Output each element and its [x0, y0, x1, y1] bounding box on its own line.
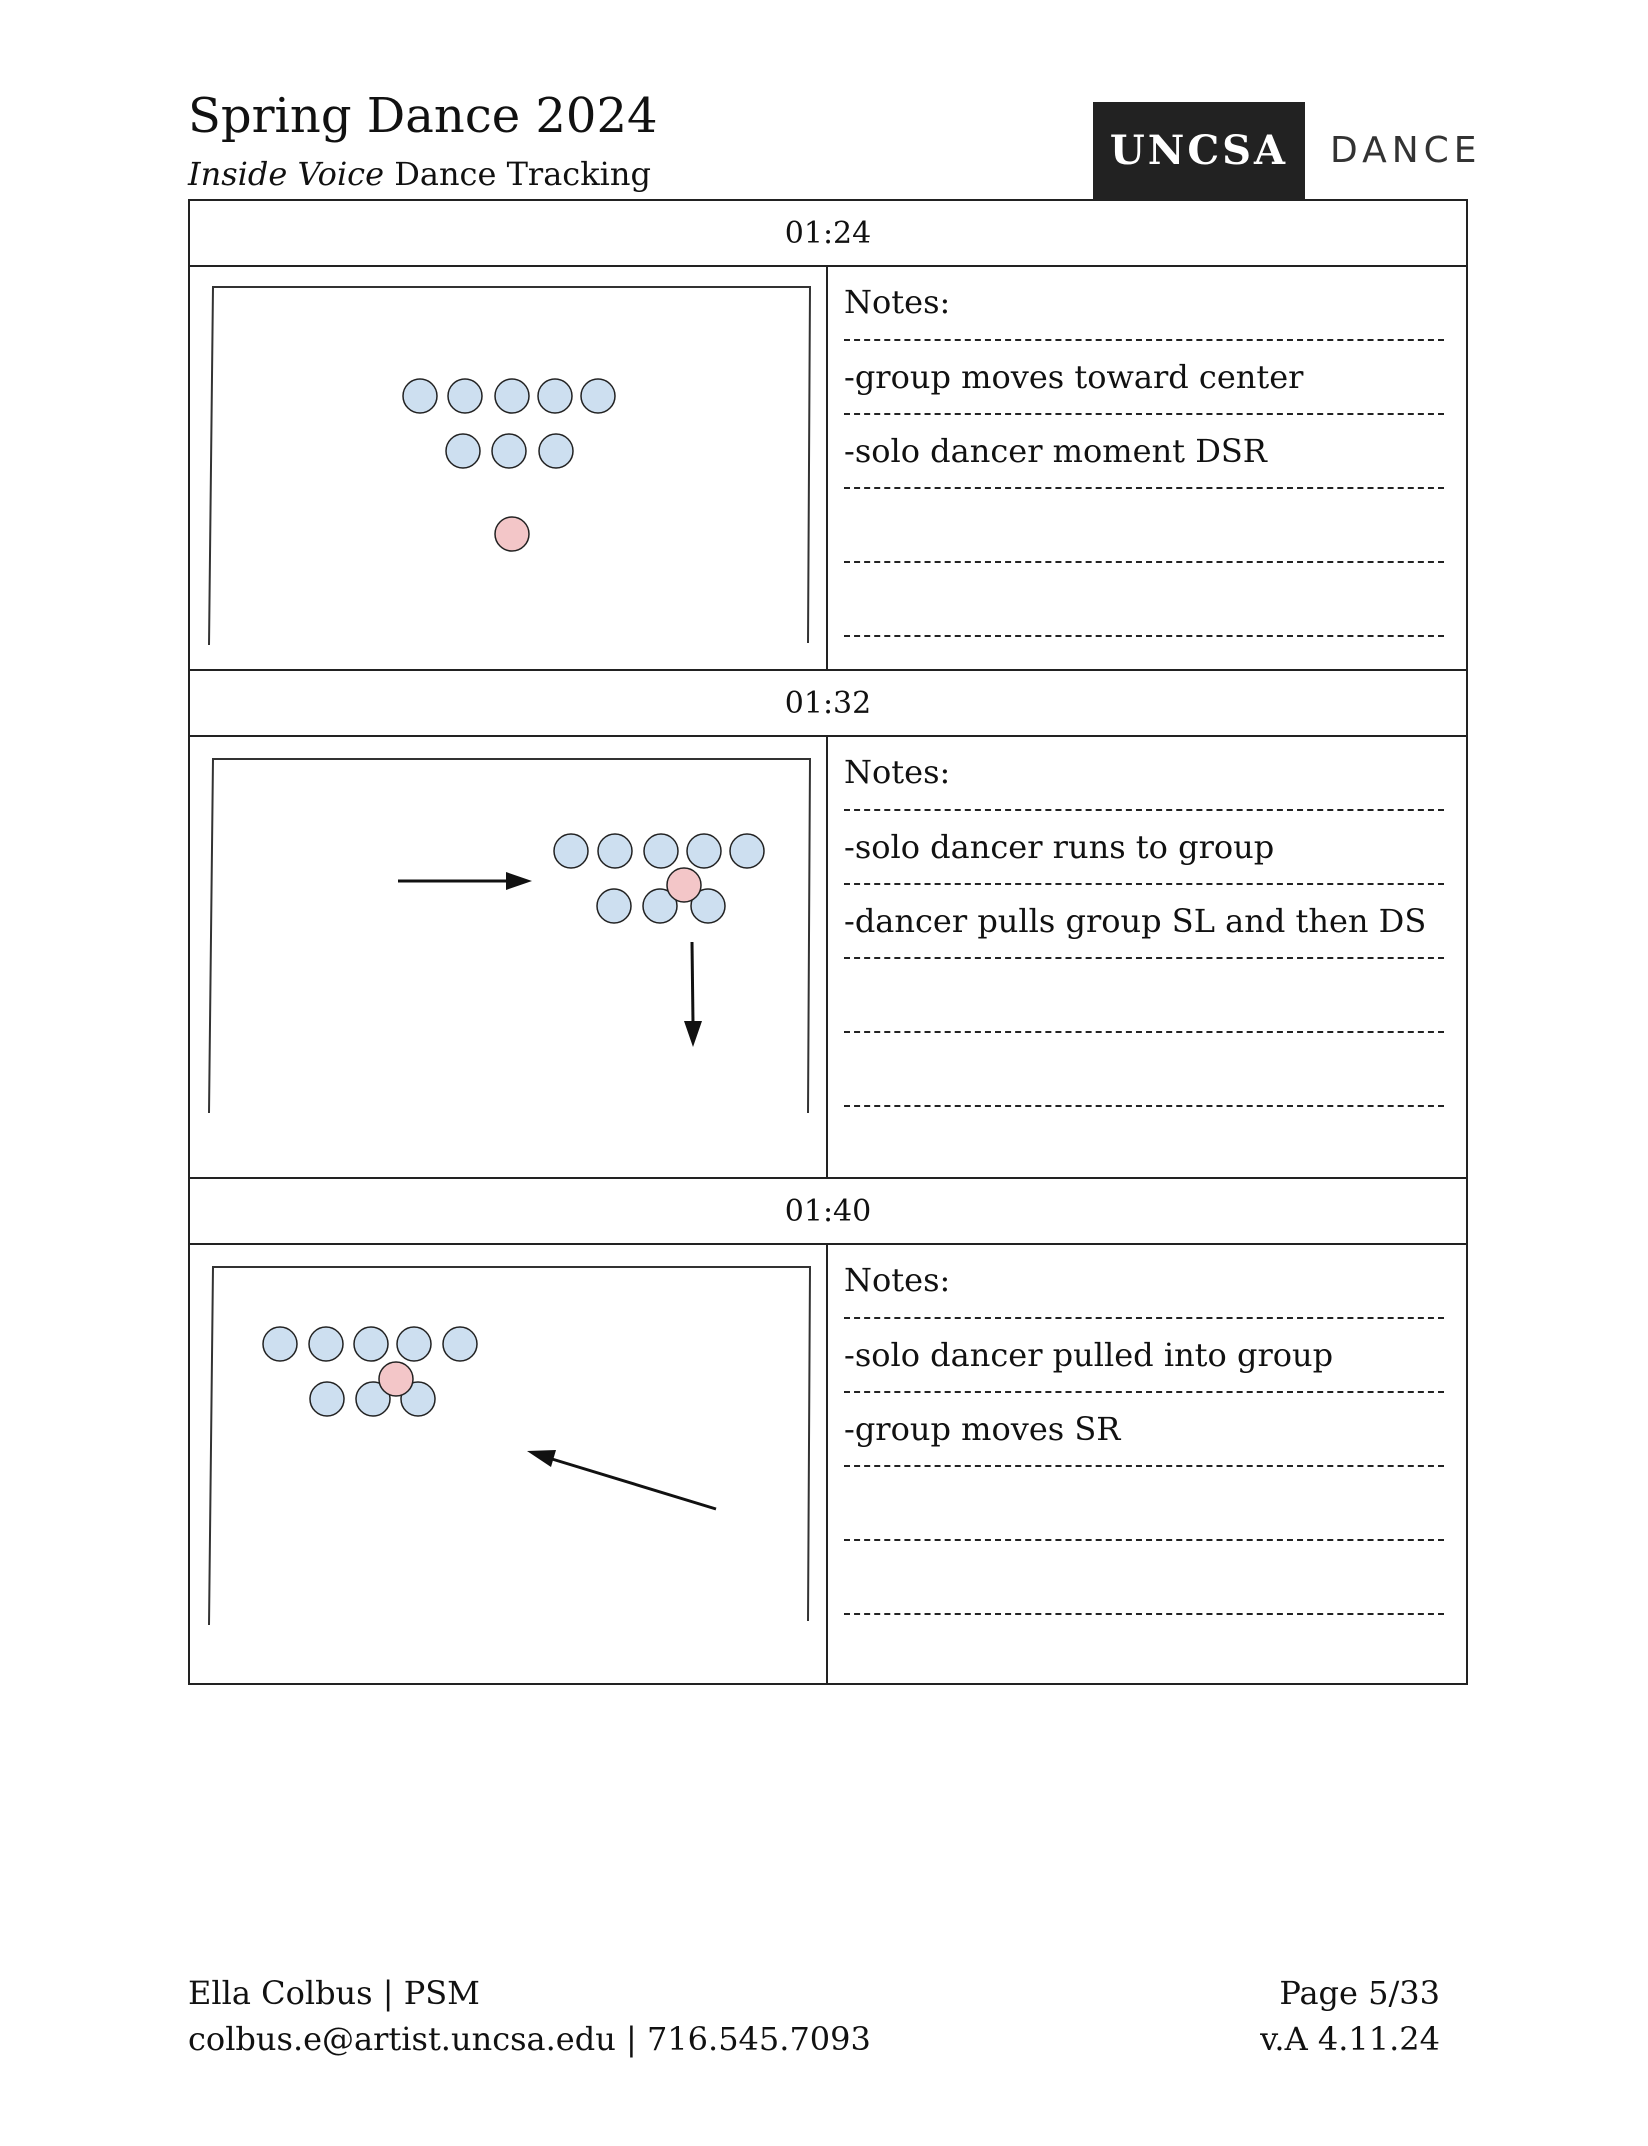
notes-cell: [828, 1245, 1466, 1685]
note-line: [844, 1467, 1444, 1541]
solo-dancer-marker: [495, 517, 529, 551]
tracking-section: [190, 267, 1466, 671]
group-dancer-marker: [538, 379, 572, 413]
group-dancer-marker: [448, 379, 482, 413]
notes-heading: Notes:: [844, 283, 951, 321]
dashed-rule: [844, 635, 1444, 637]
note-text: -group moves toward center: [844, 358, 1304, 396]
arrowhead-icon: [506, 872, 532, 890]
note-line: [844, 1033, 1444, 1107]
timestamp-row: [190, 671, 1466, 737]
note-header-rule: [844, 267, 1444, 341]
note-line: [844, 341, 1444, 415]
author-role: Ella Colbus | PSM: [188, 1974, 480, 2012]
note-text: -dancer pulls group SL and then DS: [844, 902, 1427, 940]
tracking-section: [190, 1245, 1466, 1685]
group-dancer-marker: [397, 1327, 431, 1361]
version-date: v.A 4.11.24: [1260, 2020, 1440, 2058]
note-line: [844, 1393, 1444, 1467]
group-dancer-marker: [354, 1327, 388, 1361]
notes-cell: [828, 737, 1466, 1177]
group-dancer-marker: [495, 379, 529, 413]
group-dancer-marker: [730, 834, 764, 868]
group-dancer-marker: [492, 434, 526, 468]
dashed-rule: [844, 1613, 1444, 1615]
note-text: -group moves SR: [844, 1410, 1121, 1448]
note-header-rule: [844, 1245, 1444, 1319]
solo-dancer-marker: [379, 1362, 413, 1396]
document-subtitle: [188, 155, 651, 193]
stage-diagram: [190, 1245, 828, 1685]
group-dancer-marker: [403, 379, 437, 413]
uncsa-logo: UNCSA: [1093, 102, 1305, 199]
timestamp: 01:24: [784, 215, 872, 251]
note-line: [844, 1319, 1444, 1393]
group-dancer-marker: [539, 434, 573, 468]
timestamp-row: [190, 201, 1466, 267]
footer-page-info: [1260, 1970, 1440, 2062]
notes-cell: [828, 267, 1466, 669]
page-number: Page 5/33: [1279, 1974, 1440, 2012]
note-text: -solo dancer runs to group: [844, 828, 1275, 866]
contact-info: colbus.e@artist.uncsa.edu | 716.545.7093: [188, 2020, 871, 2058]
stage-diagram-svg: [190, 737, 826, 1177]
note-line: [844, 1541, 1444, 1615]
group-dancer-marker: [597, 889, 631, 923]
notes-heading: Notes:: [844, 753, 951, 791]
note-line: [844, 489, 1444, 563]
subtitle-rest: Dance Tracking: [384, 155, 651, 193]
timestamp: 01:32: [784, 685, 872, 721]
arrow-diagonal-icon: [552, 1459, 716, 1509]
group-dancer-marker: [263, 1327, 297, 1361]
document-title: Spring Dance 2024: [188, 88, 658, 144]
stage-outline: [209, 1267, 810, 1625]
note-line: [844, 811, 1444, 885]
stage-diagram-svg: [190, 1245, 826, 1685]
group-dancer-marker: [310, 1382, 344, 1416]
group-dancer-marker: [644, 834, 678, 868]
group-dancer-marker: [581, 379, 615, 413]
footer-contact: [188, 1970, 871, 2062]
dance-logo-text: DANCE: [1330, 130, 1482, 171]
note-line: [844, 563, 1444, 637]
stage-diagram-svg: [190, 267, 826, 669]
arrowhead-icon: [527, 1450, 556, 1467]
timestamp: 01:40: [784, 1193, 872, 1229]
note-header-rule: [844, 737, 1444, 811]
notes-heading: Notes:: [844, 1261, 951, 1299]
group-dancer-marker: [443, 1327, 477, 1361]
note-line: [844, 959, 1444, 1033]
group-dancer-marker: [309, 1327, 343, 1361]
solo-dancer-marker: [667, 868, 701, 902]
group-dancer-marker: [687, 834, 721, 868]
note-line: [844, 415, 1444, 489]
tracking-table: [188, 199, 1468, 1685]
stage-diagram: [190, 737, 828, 1177]
stage-outline: [209, 759, 810, 1113]
piece-title: Inside Voice: [188, 155, 385, 193]
note-text: -solo dancer pulled into group: [844, 1336, 1334, 1374]
dashed-rule: [844, 1105, 1444, 1107]
group-dancer-marker: [554, 834, 588, 868]
stage-diagram: [190, 267, 828, 669]
group-dancer-marker: [598, 834, 632, 868]
note-text: -solo dancer moment DSR: [844, 432, 1267, 470]
timestamp-row: [190, 1179, 1466, 1245]
tracking-section: [190, 737, 1466, 1179]
group-dancer-marker: [446, 434, 480, 468]
arrow-down-icon: [692, 942, 693, 1023]
note-line: [844, 885, 1444, 959]
arrowhead-icon: [684, 1021, 702, 1047]
